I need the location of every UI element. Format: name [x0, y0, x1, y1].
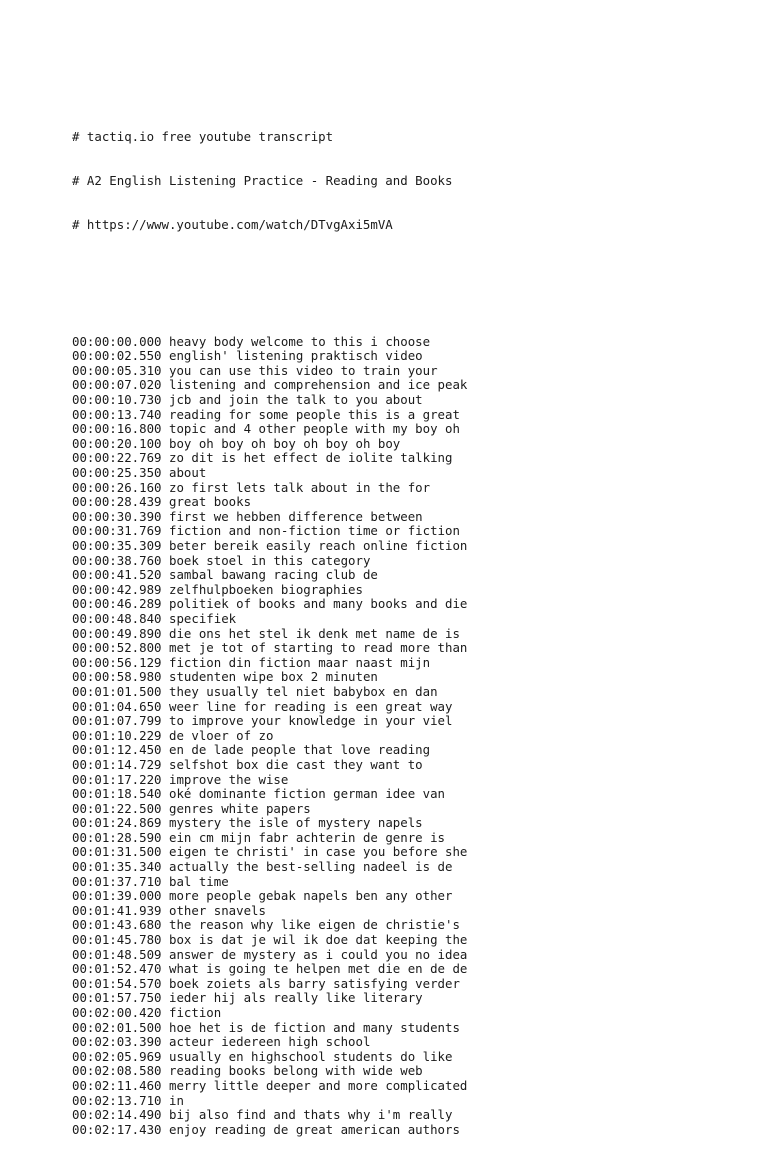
transcript-line [72, 393, 752, 408]
transcript-line [72, 524, 752, 539]
caption-text: met je tot of starting to read more than [169, 640, 468, 656]
timestamp: 00:02:03.390 [72, 1034, 162, 1050]
timestamp: 00:01:18.540 [72, 786, 162, 802]
caption-text: zo first lets talk about in the for [169, 479, 431, 495]
caption-text: they usually tel niet babybox en dan [169, 683, 438, 699]
caption-text: zelfhulpboeken biographies [169, 581, 363, 597]
caption-text: die ons het stel ik denk met name de is [169, 625, 460, 641]
transcript-line [72, 933, 752, 948]
timestamp: 00:00:25.350 [72, 465, 162, 481]
timestamp: 00:01:10.229 [72, 727, 162, 743]
transcript-line [72, 758, 752, 773]
timestamp: 00:01:39.000 [72, 888, 162, 904]
transcript-line [72, 1079, 752, 1094]
transcript-line [72, 670, 752, 685]
caption-text: beter bereik easily reach online fiction [169, 538, 468, 553]
transcript-line [72, 364, 752, 379]
timestamp: 00:01:04.650 [72, 698, 162, 714]
transcript-line [72, 889, 752, 904]
caption-text: listening and comprehension and ice peak [169, 377, 468, 393]
caption-text: weer line for reading is een great way [169, 698, 453, 714]
caption-text: zo dit is het effect de iolite talking [169, 450, 453, 466]
caption-text: to improve your knowledge in your viel [169, 713, 453, 729]
caption-text: reading for some people this is a great [169, 406, 460, 422]
timestamp: 00:01:28.590 [72, 829, 162, 845]
transcript-line [72, 1050, 752, 1065]
caption-text: usually en highschool students do like [169, 1048, 453, 1064]
caption-text: improve the wise [169, 771, 289, 787]
timestamp: 00:01:45.780 [72, 932, 162, 948]
caption-text: actually the best-selling nadeel is de [169, 859, 453, 875]
timestamp: 00:01:41.939 [72, 902, 162, 918]
caption-text: politiek of books and many books and die [169, 596, 468, 612]
timestamp: 00:01:57.750 [72, 990, 162, 1006]
transcript-line [72, 831, 752, 846]
timestamp: 00:02:05.969 [72, 1048, 162, 1064]
timestamp: 00:00:52.800 [72, 640, 162, 656]
document-header [72, 101, 752, 262]
transcript-line [72, 335, 752, 350]
transcript-line [72, 597, 752, 612]
header-line: # tactiq.io free youtube transcript [72, 129, 334, 145]
transcript-line [72, 349, 752, 364]
caption-text: fiction and non-fiction time or fiction [169, 523, 460, 539]
caption-text: english' listening praktisch video [169, 348, 423, 364]
caption-text: genres white papers [169, 800, 311, 816]
transcript-line [72, 977, 752, 992]
timestamp: 00:01:07.799 [72, 713, 162, 729]
caption-text: the reason why like eigen de christie's [169, 917, 460, 933]
blank-line [72, 291, 752, 306]
caption-text: merry little deeper and more complicated [169, 1077, 468, 1093]
timestamp: 00:01:52.470 [72, 961, 162, 977]
timestamp: 00:00:13.740 [72, 406, 162, 422]
timestamp: 00:01:01.500 [72, 683, 162, 699]
transcript-line [72, 845, 752, 860]
timestamp: 00:00:30.390 [72, 508, 162, 524]
timestamp: 00:00:16.800 [72, 421, 162, 437]
caption-text: specifiek [169, 610, 237, 626]
transcript-line [72, 1035, 752, 1050]
caption-text: answer de mystery as i could you no idea [169, 946, 468, 962]
timestamp: 00:00:05.310 [72, 362, 162, 378]
transcript-line [72, 1108, 752, 1123]
caption-text: bij also find and thats why i'm really [169, 1107, 453, 1123]
timestamp: 00:01:12.450 [72, 742, 162, 758]
transcript-line [72, 408, 752, 423]
transcript-line [72, 714, 752, 729]
caption-text: more people gebak napels ben any other [169, 888, 453, 904]
timestamp: 00:00:07.020 [72, 377, 162, 393]
caption-text: boek stoel in this category [169, 552, 371, 568]
caption-text: studenten wipe box 2 minuten [169, 669, 378, 685]
transcript-line [72, 466, 752, 481]
transcript-line [72, 612, 752, 627]
timestamp: 00:01:54.570 [72, 975, 162, 991]
caption-text: hoe het is de fiction and many students [169, 1019, 460, 1035]
transcript-line [72, 495, 752, 510]
transcript-line [72, 962, 752, 977]
caption-text: heavy body welcome to this i choose [169, 333, 431, 349]
transcript-line [72, 773, 752, 788]
caption-text: boy oh boy oh boy oh boy oh boy [169, 435, 401, 451]
transcript-line [72, 948, 752, 963]
transcript-line [72, 568, 752, 583]
caption-text: acteur iedereen high school [169, 1034, 371, 1050]
timestamp: 00:02:11.460 [72, 1077, 162, 1093]
caption-text: ein cm mijn fabr achterin de genre is [169, 829, 446, 845]
transcript-line [72, 875, 752, 890]
timestamp: 00:00:46.289 [72, 596, 162, 612]
timestamp: 00:00:26.160 [72, 479, 162, 495]
transcript-line [72, 700, 752, 715]
caption-text: de vloer of zo [169, 727, 274, 743]
transcript-line [72, 918, 752, 933]
caption-text: fiction din fiction maar naast mijn [169, 654, 431, 670]
transcript-line [72, 539, 752, 554]
timestamp: 00:00:38.760 [72, 552, 162, 568]
transcript-line [72, 1064, 752, 1079]
header-line: # https://www.youtube.com/watch/DTvgAxi5mVA [72, 216, 393, 232]
timestamp: 00:02:08.580 [72, 1063, 162, 1079]
timestamp: 00:01:31.500 [72, 844, 162, 860]
caption-text: what is going te helpen met die en de de [169, 961, 468, 977]
transcript-line [72, 685, 752, 700]
timestamp: 00:00:58.980 [72, 669, 162, 685]
caption-text: selfshot box die cast they want to [169, 756, 423, 772]
caption-text: other snavels [169, 902, 266, 918]
transcript-line [72, 860, 752, 875]
transcript-line [72, 991, 752, 1006]
caption-text: sambal bawang racing club de [169, 567, 378, 583]
timestamp: 00:02:14.490 [72, 1107, 162, 1123]
header-line: # A2 English Listening Practice - Reading and Books [72, 173, 453, 189]
caption-text: mystery the isle of mystery napels [169, 815, 423, 831]
transcript-line [72, 422, 752, 437]
transcript-line [72, 816, 752, 831]
transcript-body [72, 335, 752, 1138]
timestamp: 00:02:13.710 [72, 1092, 162, 1108]
timestamp: 00:02:17.430 [72, 1121, 162, 1137]
timestamp: 00:00:28.439 [72, 494, 162, 510]
caption-text: about [169, 465, 207, 481]
timestamp: 00:00:22.769 [72, 450, 162, 466]
transcript-line [72, 802, 752, 817]
timestamp: 00:00:49.890 [72, 625, 162, 641]
caption-text: in [169, 1092, 184, 1108]
caption-text: topic and 4 other people with my boy oh [169, 421, 460, 437]
timestamp: 00:00:02.550 [72, 348, 162, 364]
transcript-line [72, 729, 752, 744]
timestamp: 00:00:10.730 [72, 392, 162, 408]
timestamp: 00:00:48.840 [72, 610, 162, 626]
caption-text: ieder hij als really like literary [169, 990, 423, 1006]
timestamp: 00:00:31.769 [72, 523, 162, 539]
caption-text: enjoy reading de great american authors [169, 1121, 460, 1137]
timestamp: 00:00:35.309 [72, 538, 162, 553]
timestamp: 00:01:17.220 [72, 771, 162, 787]
timestamp: 00:01:43.680 [72, 917, 162, 933]
timestamp: 00:01:14.729 [72, 756, 162, 772]
transcript-line [72, 481, 752, 496]
caption-text: box is dat je wil ik doe dat keeping the [169, 932, 468, 948]
transcript-line [72, 583, 752, 598]
timestamp: 00:00:42.989 [72, 581, 162, 597]
caption-text: eigen te christi' in case you before she [169, 844, 468, 860]
transcript-line [72, 743, 752, 758]
transcript-line [72, 1094, 752, 1109]
transcript-line [72, 437, 752, 452]
transcript-line [72, 1006, 752, 1021]
transcript-line [72, 378, 752, 393]
timestamp: 00:00:20.100 [72, 435, 162, 451]
timestamp: 00:02:00.420 [72, 1005, 162, 1020]
transcript-line [72, 451, 752, 466]
caption-text: jcb and join the talk to you about [169, 392, 423, 408]
timestamp: 00:01:35.340 [72, 859, 162, 875]
caption-text: first we hebben difference between [169, 508, 423, 524]
caption-text: fiction [169, 1005, 222, 1020]
timestamp: 00:01:48.509 [72, 946, 162, 962]
caption-text: oké dominante fiction german idee van [169, 786, 446, 802]
timestamp: 00:02:01.500 [72, 1019, 162, 1035]
transcript-line [72, 1123, 752, 1138]
transcript-line [72, 656, 752, 671]
timestamp: 00:00:00.000 [72, 333, 162, 349]
caption-text: you can use this video to train your [169, 362, 438, 378]
caption-text: great books [169, 494, 252, 510]
timestamp: 00:01:37.710 [72, 873, 162, 889]
caption-text: reading books belong with wide web [169, 1063, 423, 1079]
transcript-line [72, 641, 752, 656]
transcript-line [72, 904, 752, 919]
transcript-line [72, 787, 752, 802]
transcript-document [72, 72, 752, 1152]
transcript-line [72, 1021, 752, 1036]
timestamp: 00:00:41.520 [72, 567, 162, 583]
transcript-line [72, 510, 752, 525]
caption-text: bal time [169, 873, 229, 889]
timestamp: 00:00:56.129 [72, 654, 162, 670]
transcript-line [72, 627, 752, 642]
caption-text: en de lade people that love reading [169, 742, 431, 758]
timestamp: 00:01:22.500 [72, 800, 162, 816]
timestamp: 00:01:24.869 [72, 815, 162, 831]
caption-text: boek zoiets als barry satisfying verder [169, 975, 460, 991]
transcript-line [72, 554, 752, 569]
